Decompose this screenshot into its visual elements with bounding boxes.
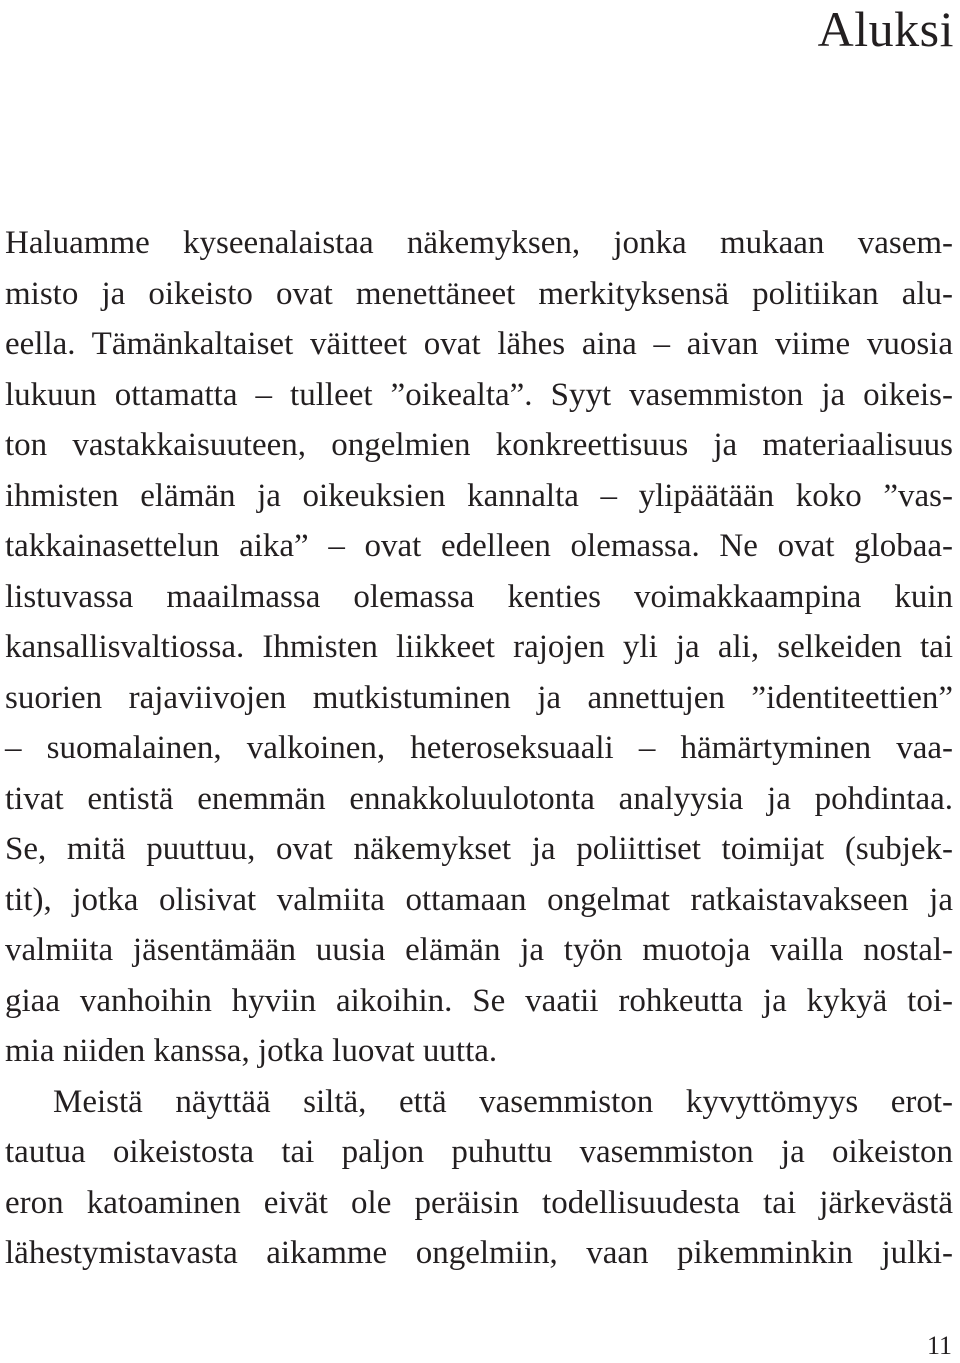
text-line: suorien rajaviivojen mutkistuminen ja annettujen ”identiteettien”	[5, 679, 953, 716]
text-line: eron katoaminen eivät ole peräisin todellisuudesta tai järkevästä	[5, 1184, 953, 1221]
text-line: misto ja oikeisto ovat menettäneet merkityksensä politiikan alu-	[5, 275, 953, 312]
paragraph-2	[5, 1077, 953, 1279]
text-line: Haluamme kyseenalaistaa näkemyksen, jonka mukaan vasem-	[5, 225, 953, 261]
text-line: mia niiden kanssa, jotka luovat uutta.	[5, 1033, 498, 1069]
text-line: tit), jotka olisivat valmiita ottamaan ongelmat ratkaistavakseen ja	[5, 881, 953, 918]
text-line: giaa vanhoihin hyviin aikoihin. Se vaatii rohkeutta ja kykyä toi-	[5, 982, 953, 1019]
text-line: ihmisten elämän ja oikeuksien kannalta – ylipäätään koko ”vas-	[5, 477, 953, 514]
text-line: lukuun ottamatta – tulleet ”oikealta”. Syyt vasemmiston ja oikeis-	[5, 376, 953, 413]
page-number: 11	[926, 1331, 952, 1360]
text-line: kansallisvaltiossa. Ihmisten liikkeet rajojen yli ja ali, selkeiden tai	[5, 629, 953, 665]
body-text	[5, 218, 953, 1279]
paragraph-1	[5, 218, 953, 1077]
text-line: tautua oikeistosta tai paljon puhuttu vasemmiston ja oikeiston	[5, 1134, 953, 1170]
text-line: tivat entistä enemmän ennakkoluulotonta analyysia ja pohdintaa.	[5, 780, 953, 817]
text-line: Se, mitä puuttuu, ovat näkemykset ja poliittiset toimijat (subjek-	[5, 831, 953, 867]
text-line: – suomalainen, valkoinen, heteroseksuaali – hämärtyminen vaa-	[5, 730, 953, 766]
text-line: takkainasettelun aika” – ovat edelleen olemassa. Ne ovat globaa-	[5, 528, 953, 564]
text-line: ton vastakkaisuuteen, ongelmien konkreettisuus ja materiaalisuus	[5, 427, 953, 463]
text-line: listuvassa maailmassa olemassa kenties voimakkaampina kuin	[5, 578, 953, 615]
text-line: Meistä näyttää siltä, että vasemmiston kyvyttömyys erot-	[53, 1083, 953, 1120]
text-line: valmiita jäsentämään uusia elämän ja työn muotoja vailla nostal-	[5, 932, 953, 968]
chapter-title: Aluksi	[817, 1, 954, 57]
text-line: eella. Tämänkaltaiset väitteet ovat lähes aina – aivan viime vuosia	[5, 326, 953, 362]
text-line: lähestymistavasta aikamme ongelmiin, vaan pikemminkin julki-	[5, 1235, 953, 1271]
